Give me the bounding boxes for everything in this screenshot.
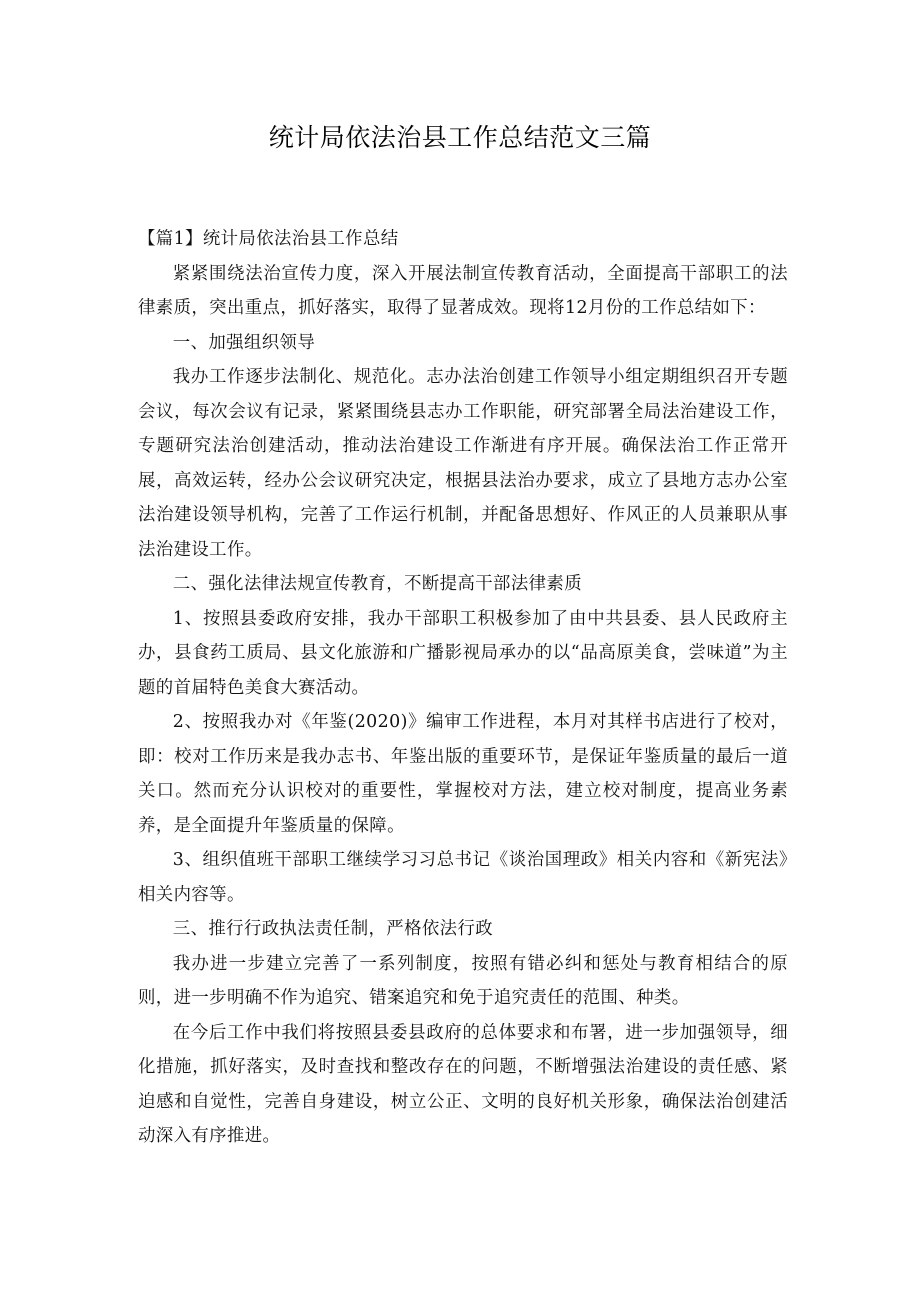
section-heading-3: 三、推行行政执法责任制，严格依法行政 — [172, 919, 494, 939]
intro-paragraph: 紧紧围绕法治宣传力度，深入开展法制宣传教育活动，全面提高干部职工的法律素质，突出重点，抓好落实，取得了显著成效。现将12月份的工作总结如下： — [138, 263, 788, 318]
document-body — [138, 222, 788, 1154]
section-heading-2: 二、强化法律法规宣传教育，不断提高干部法律素质 — [172, 574, 582, 594]
section-heading-1: 一、加强组织领导 — [172, 332, 316, 353]
paragraph: 2、按照我办对《年鉴(2020)》编审工作进程，本月对其样书店进行了校对，即：校对工作历来是我办志书、年鉴出版的重要环节，是保证年鉴质量的最后一道关口。然而充分认识校对的重要性，掌握校对方法，建立校对制度，提高业务素养，是全面提升年鉴质量的保障。 — [138, 712, 788, 836]
paragraph: 1、按照县委政府安排，我办干部职工积极参加了由中共县委、县人民政府主办，县食药工质局、县文化旅游和广播影视局承办的以“品高原美食，尝味道”为主题的首届特色美食大赛活动。 — [138, 608, 788, 698]
closing-paragraph: 在今后工作中我们将按照县委县政府的总体要求和布署，进一步加强领导，细化措施，抓好落实，及时查找和整改存在的问题，不断增强法治建设的责任感、紧迫感和自觉性，完善自身建设，树立公正、文明的良好机关形象，确保法治创建活动深入有序推进。 — [138, 1022, 788, 1146]
document-title: 统计局依法治县工作总结范文三篇 — [268, 123, 652, 152]
paragraph: 3、组织值班干部职工继续学习习总书记《谈治国理政》相关内容和《新宪法》相关内容等。 — [138, 850, 788, 905]
section-header: 【篇1】统计局依法治县工作总结 — [138, 229, 399, 249]
paragraph: 我办工作逐步法制化、规范化。志办法治创建工作领导小组定期组织召开专题会议，每次会议有记录，紧紧围绕县志办工作职能，研究部署全局法治建设工作，专题研究法治创建活动，推动法治建设工作渐进有序开展。确保法治工作正常开展，高效运转，经办公会议研究决定，根据县法治办要求，成立了县地方志办公室法治建设领导机构，完善了工作运行机制，并配备思想好、作风正的人员兼职从事法治建设工作。 — [138, 367, 788, 560]
paragraph: 我办进一步建立完善了一系列制度，按照有错必纠和惩处与教育相结合的原则，进一步明确不作为追究、错案追究和免于追究责任的范围、种类。 — [138, 953, 788, 1008]
